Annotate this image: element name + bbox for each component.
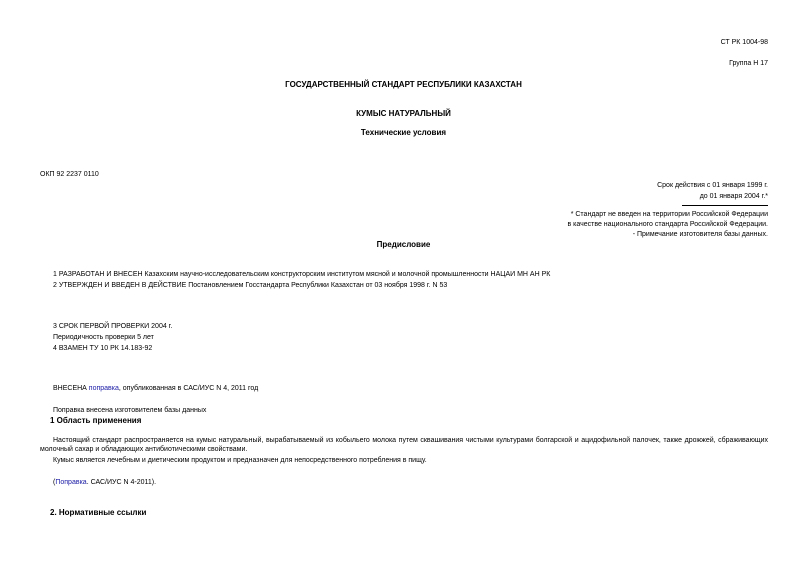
preface-item-3b: Периодичность проверки 5 лет (53, 334, 154, 341)
amendment-note: Поправка внесена изготовителем базы данных (53, 407, 207, 414)
preface-item-1: 1 РАЗРАБОТАН И ВНЕСЕН Казахским научно-исследовательским конструкторским институтом мясной и молочной промышленности НАЦАИ МН АН РК (53, 271, 551, 278)
section-1-paragraph-2: Кумыс является лечебным и диетическим продуктом и предназначен для непосредственного потребления в пищу. (53, 457, 427, 464)
preface-item-3: 3 СРОК ПЕРВОЙ ПРОВЕРКИ 2004 г. (53, 323, 173, 330)
validity-to: до 01 января 2004 г.* (699, 193, 768, 200)
amendment-ref-link[interactable]: Поправка (55, 479, 87, 486)
amendment-link[interactable]: поправка (88, 385, 119, 392)
ref-rest: . САС/ИУС N 4-2011). (86, 479, 157, 486)
preface-item-2: 2 УТВЕРЖДЕН И ВВЕДЕН В ДЕЙСТВИЕ Постановлением Госстандарта Республики Казахстан от 03 ноября 1998 г. N 53 (53, 282, 448, 289)
ref-open: ( (53, 479, 56, 486)
product-subtitle: Технические условия (360, 128, 447, 137)
okp-code: ОКП 92 2237 0110 (40, 171, 99, 178)
doc-group: Группа Н 17 (729, 60, 768, 67)
footnote-line-2: в качестве национального стандарта Российской Федерации. (567, 221, 768, 228)
preface-item-4: 4 ВЗАМЕН ТУ 10 РК 14.183-92 (53, 345, 153, 352)
footnote-line-1: * Стандарт не введен на территории Российской Федерации (570, 211, 768, 218)
doc-code: СТ РК 1004-98 (720, 39, 768, 46)
preface-heading: Предисловие (376, 240, 431, 249)
amendment-line (53, 384, 258, 393)
page-title: ГОСУДАРСТВЕННЫЙ СТАНДАРТ РЕСПУБЛИКИ КАЗАХСТАН (285, 80, 522, 89)
section-2-heading: 2. Нормативные ссылки (50, 508, 147, 517)
validity-from: Срок действия с 01 января 1999 г. (657, 182, 768, 189)
footnote-line-3: - Примечание изготовителя базы данных. (632, 231, 768, 238)
section-1-heading: 1 Область применения (50, 416, 142, 425)
section-1-amendment-ref (53, 478, 156, 487)
amendment-suffix: , опубликованная в САС/ИУС N 4, 2011 год (118, 385, 259, 392)
product-title: КУМЫС НАТУРАЛЬНЫЙ (356, 109, 451, 118)
section-1-paragraph-1: Настоящий стандарт распространяется на кумыс натуральный, вырабатываемый из кобыльего молока путем сквашивания чистыми культурами болгарской и ацидофильной палочек, также дрожжей, сбраживающих молочный сахар и обладающих антибиотическими свойствами. (40, 437, 768, 453)
amendment-prefix: ВНЕСЕНА (53, 385, 87, 392)
footnote-separator (682, 205, 768, 206)
